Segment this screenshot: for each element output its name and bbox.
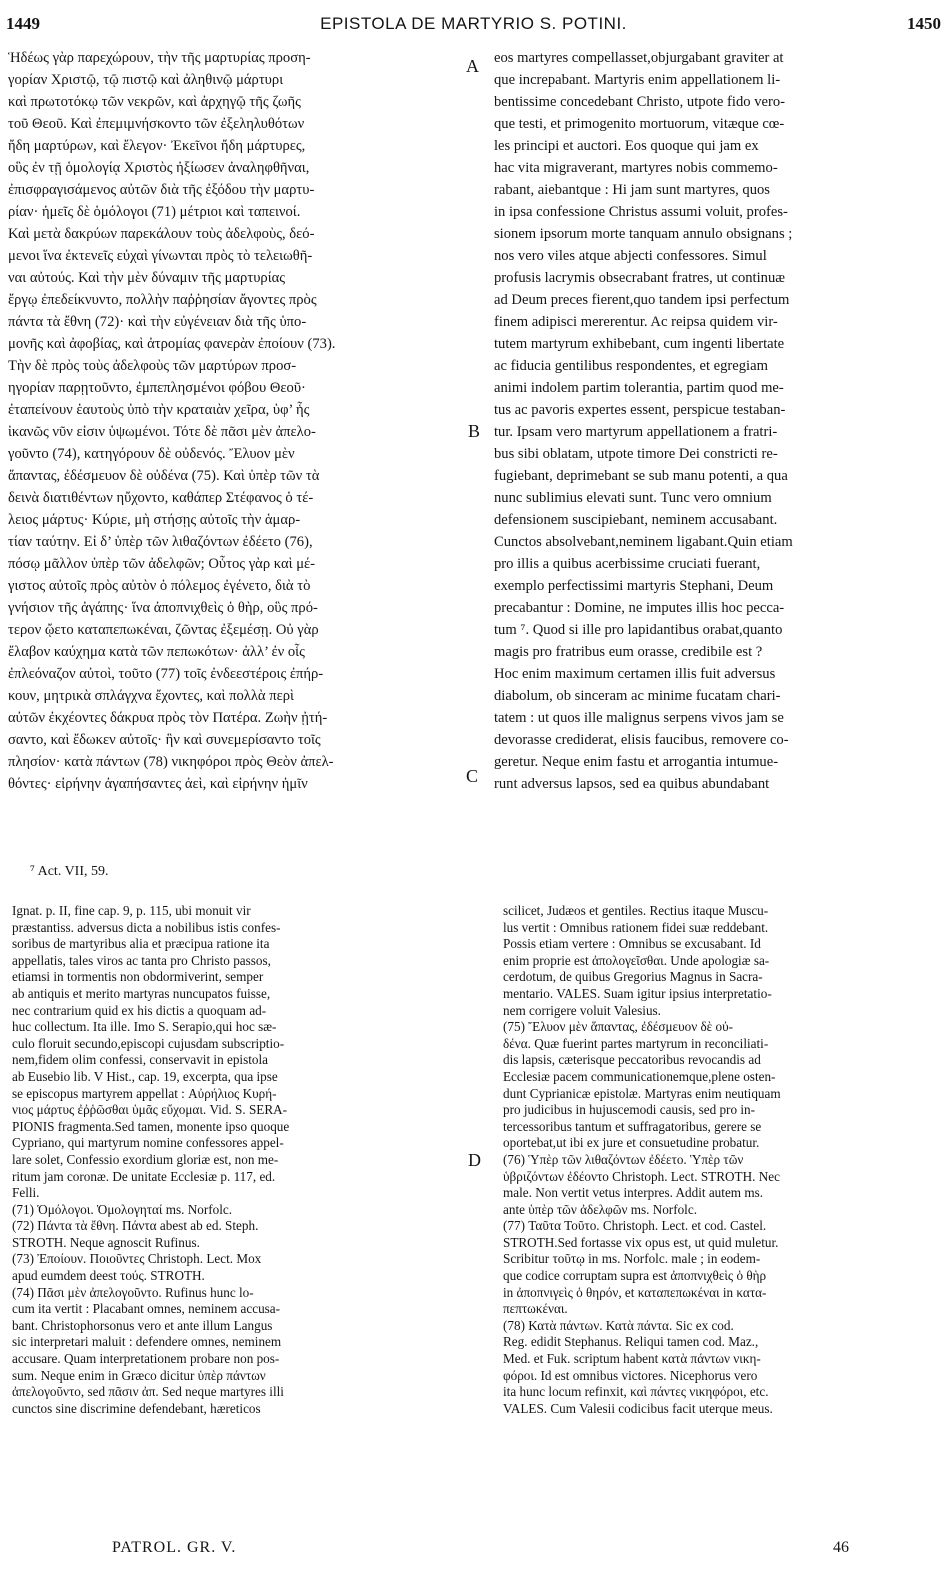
margin-letter-d: D	[468, 1150, 481, 1170]
margin-letter-c: C	[466, 766, 479, 786]
column-number-left: 1449	[6, 14, 40, 33]
notes-right-text: scilicet, Judæos et gentiles. Rectius itaque Muscu- lus vertit : Omnibus rationem fidei suæ reddebant. Possis etiam vertere : Omnibus se excusabant. Id enim proprie est ἀπολογεῖσθαι. Unde apologiæ sa- cerdotum, de quibus Gregorius Magnus in Sacra- mentario. VALES. Suam igitur ipsius interpretatio- nem corrigere voluit Valesius. (75) Ἔλυον μὲν ἅπαντας, ἐδέσμευον δὲ οὐ- δένα. Quæ fuerint partes martyrum in reconciliati- dis lapsis, cæterisque peccatoribus revocandis ad Ecclesiæ pacem communicationemque,plene osten- dunt Cyprianicæ epistolæ. Martyras enim neutiquam pro judicibus in hujuscemodi causis, sed pro in- tercessoribus tantum et suffragatoribus, gerere se oportebat,ut ibi ex jure et consuetudine probatur. (76) Ὑπὲρ τῶν λιθαζόντων ἐδέετο. Ὑπὲρ τῶν ὑβριζόντων ἐδέοντο Christoph. Lect. STROTH. Nec male. Non vertit vetus interpres. Addit autem ms. ante ὑπὲρ τῶν ἀδελφῶν ms. Norfolc. (77) Ταῦτα Τοῦτο. Christoph. Lect. et cod. Castel. STROTH.Sed fortasse vix opus est, ut quid muletur. Scribitur τοῦτῳ in ms. Norfolc. male ; in eodem- que codice corruptam supra est ἀποπνιχθεὶς ὁ θὴρ in ἀποπνιγεὶς ὁ θηρόν, et καταπεπωκέναι in κατα- πεπτωκέναι. (78) Κατὰ πάντων. Κατὰ πάντα. Sic ex cod. Reg. edidit Stephanus. Reliqui tamen cod. Maz., Med. et Fuk. scriptum habent κατὰ πάντων νικη- φόροι. Id est omnibus victores. Nicephorus vero ita hunc locum refinxit, καὶ πάντες νικηφόροι, etc. VALES. Cum Valesii codicibus facit uterque meus.	[503, 903, 781, 1416]
notes-column-right	[503, 903, 935, 1417]
latin-text: eos martyres compellasset,objurgabant graviter at que increpabant. Martyris enim appellationem li- bentissime concedebant Christo, utpote fido vero- que testi, et primogenito mortuorum, vitæque cœ- les principi et auctori. Eos quoque qui jam ex hac vita migraverant, martyres nobis commemo- rabant, aiebantque : Hi jam sunt martyres, quos in ipsa confessione Christus assumi voluit, profes- sionem ipsorum morte tanquam annulo obsignans ; nos vero viles atque abjecti confessores. Simul profusis lacrymis obsecrabant fratres, ut continuæ ad Deum preces fierent,quo tandem ipsi perfectum finem adipisci mererentur. Ac reipsa quidem vir- tutem martyrum exhibebant, cum ingenti libertate ac fiducia gentilibus respondentes, et egregiam animi indolem partim tolerantia, partim quod me- tus ac pavoris expertes essent, perspicue testaban- tur. Ipsam vero martyrum appellationem a fratri- bus sibi oblatam, utpote timore Dei constricti re- fugiebant, deprimebant se sub manu potenti, a qua nunc sublimius elevati sunt. Tunc vero omnium defensionem suscipiebant, neminem accusabant. Cunctos absolvebant,neminem ligabant.Quin etiam pro illis a quibus acerbissime cruciati fuerant, exemplo perfectissimi martyris Stephani, Deum precabantur : Domine, ne imputes illis hoc pecca- tum ⁷. Quod si ille pro lapidantibus orabat,quanto magis pro fratribus eum orasse, credibile est ? Hoc enim maximum certamen illis fuit adversus diabolum, ob sinceram ac minime fucatam chari- tatem : ut quos ille malignus serpens vivos jam se devorasse crediderat, elisis faucibus, removere co- geretur. Neque enim fastu et arrogantia intumue- runt adversus lapsos, sed ea quibus abundabant	[494, 50, 793, 792]
margin-letter-a: A	[466, 56, 479, 76]
notes-column-left	[12, 903, 467, 1417]
margin-letter-b: B	[468, 421, 481, 441]
page-header	[6, 14, 941, 44]
gathering-number: 46	[833, 1539, 849, 1556]
greek-text: Ἡδέως γὰρ παρεχώρουν, τὴν τῆς μαρτυρίας προση- γορίαν Χριστῷ, τῷ πιστῷ καὶ ἀληθινῷ μάρτυρι καὶ πρωτοτόκῳ τῶν νεκρῶν, καὶ ἀρχηγῷ τῆς ζωῆς τοῦ Θεοῦ. Καὶ ἐπεμιμνήσκοντο τῶν ἐξεληλυθότων ἤδη μαρτύρων, καὶ ἔλεγον· Ἐκεῖνοι ἤδη μάρτυρες, οὓς ἐν τῇ ὁμολογίᾳ Χριστὸς ἠξίωσεν ἀναληφθῆναι, ἐπισφραγισάμενος αὐτῶν διὰ τῆς ἐξόδου τὴν μαρτυ- ρίαν· ἡμεῖς δὲ ὁμόλογοι (71) μέτριοι καὶ ταπεινοί. Καὶ μετὰ δακρύων παρεκάλουν τοὺς ἀδελφοὺς, δεό- μενοι ἵνα ἐκτενεῖς εὐχαὶ γίνωνται πρὸς τὸ τελειωθῆ- ναι αὐτούς. Καὶ τὴν μὲν δύναμιν τῆς μαρτυρίας ἔργῳ ἐπεδείκνυντο, πολλὴν παῤῥησίαν ἄγοντες πρὸς πάντα τὰ ἔθνη (72)· καὶ τὴν εὐγένειαν διὰ τῆς ὑπο- μονῆς καὶ ἀφοβίας, καὶ ἀτρομίας φανερὰν ἐποίουν (73). Τὴν δὲ πρὸς τοὺς ἀδελφοὺς τῶν μαρτύρων προσ- ηγορίαν παρῃτοῦντο, ἐμπεπλησμένοι φόβου Θεοῦ· ἐταπείνουν ἑαυτοὺς ὑπὸ τὴν κραταιὰν χεῖρα, ὑφ’ ἧς ἱκανῶς νῦν εἰσιν ὑψωμένοι. Τότε δὲ πᾶσι μὲν ἀπελο- γοῦντο (74), κατηγόρουν δὲ οὐδενός. Ἔλυον μὲν ἅπαντας, ἐδέσμευον δὲ οὐδένα (75). Καὶ ὑπὲρ τῶν τὰ δεινὰ διατιθέντων ηὔχοντο, καθάπερ Στέφανος ὁ τέ- λειος μάρτυς· Κύριε, μὴ στήσῃς αὐτοῖς τὴν ἁμαρ- τίαν ταύτην. Εἰ δ’ ὑπὲρ τῶν λιθαζόντων ἐδέετο (76), πόσῳ μᾶλλον ὑπὲρ τῶν ἀδελφῶν; Οὗτος γὰρ καὶ μέ- γιστος αὐτοῖς πρὸς αὐτὸν ὁ πόλεμος ἐγένετο, διὰ τὸ γνήσιον τῆς ἀγάπης· ἵνα ἀποπνιχθεὶς ὁ θὴρ, οὓς πρό- τερον ᾤετο καταπεπωκέναι, ζῶντας ἐξεμέσῃ. Οὐ γὰρ ἔλαβον καύχημα κατὰ τῶν πεπωκότων· ἀλλ’ ἐν οἷς ἐπλεόναζον αὐτοὶ, τοῦτο (77) τοῖς ἐνδεεστέροις ἐπήρ- κουν, μητρικὰ σπλάγχνα ἔχοντες, καὶ πολλὰ περὶ αὐτῶν ἐκχέοντες δάκρυα πρὸς τὸν Πατέρα. Ζωὴν ᾐτή- σαντο, καὶ ἔδωκεν αὐτοῖς· ἣν καὶ συνεμερίσαντο τοῖς πλησίον· κατὰ πάντων (78) νικηφόροι πρὸς Θεὸν ἀπελ- θόντες· εἰρήνην ἀγαπήσαντες ἀεὶ, καὶ εἰρήνην ἡμῖν	[8, 50, 336, 792]
notes-left-text: Ignat. p. II, fine cap. 9, p. 115, ubi monuit vir præstantiss. adversus dicta a nobilibus istis confes- soribus de martyribus alia et præcipua ratione ita appellatis, tales viros ac tanta pro Christo passos, etiamsi in tormentis non obdormiverint, semper ab antiquis et merito martyras nuncupatos fuisse, nec contrarium quid ex his dictis a quoquam ad- huc collectum. Ita ille. Imo S. Serapio,qui hoc sæ- culo floruit secundo,episcopi cujusdam subscriptio- nem,fidem olim confessi, conservavit in epistola ab Eusebio lib. V Hist., cap. 19, excerpta, qua ipse se episcopus martyrem appellat : Αὐρήλιος Κυρή- νιος μάρτυς ἐῤῥῶσθαι ὑμᾶς εὔχομαι. Vid. S. SERA- PIONIS fragmenta.Sed tamen, monente ipso quoque Cypriano, qui martyrum nomine confessores appel- lare solet, Confessio exordium gloriæ est, non me- ritum jam coronæ. De unitate Ecclesiæ p. 117, ed. Felli. (71) Ὁμόλογοι. Ὁμολογηταί ms. Norfolc. (72) Πάντα τὰ ἔθνη. Πάντα abest ab ed. Steph. STROTH. Neque agnoscit Rufinus. (73) Ἐποίουν. Ποιοῦντες Christoph. Lect. Mox apud eumdem deest τούς. STROTH. (74) Πᾶσι μὲν ἀπελογοῦντο. Rufinus hunc lo- cum ita vertit : Placabant omnes, neminem accusa- bant. Christophorsonus vero et ante illum Langus sic interpretari maluit : defendere omnes, neminem accusare. Quam interpretationem probare non pos- sum. Neque enim in Græco dicitur ὑπὲρ πάντων ἀπελογοῦντο, sed πᾶσιν ἀπ. Sed neque martyres illi cunctos sine discrimine defendebant, hæreticos	[12, 903, 290, 1416]
series-signature: PATROL. GR. V.	[112, 1539, 237, 1556]
running-title: EPISTOLA DE MARTYRIO S. POTINI.	[320, 14, 627, 33]
greek-column	[8, 47, 460, 795]
latin-column	[494, 47, 932, 795]
page-footer	[0, 1539, 949, 1565]
column-number-right: 1450	[907, 14, 941, 33]
scripture-footnote: ⁷ Act. VII, 59.	[30, 864, 109, 879]
